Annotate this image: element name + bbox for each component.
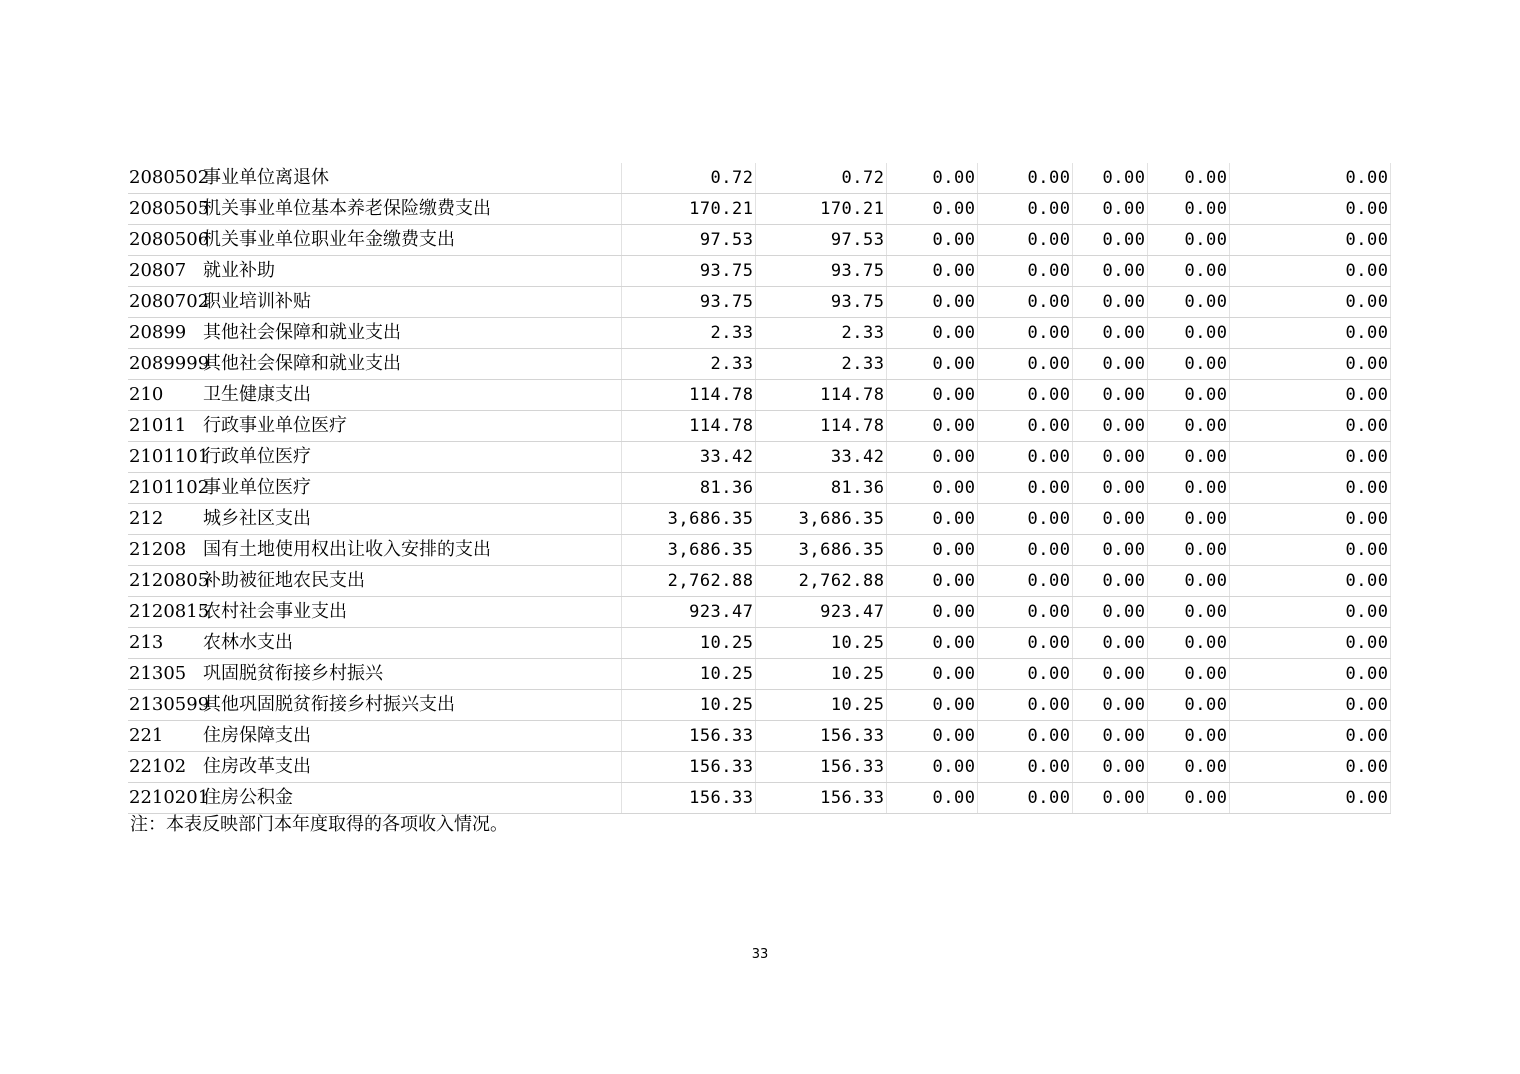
table-row [128,659,1390,690]
cell-code: 21011 [128,411,201,442]
cell-value-4: 0.00 [977,163,1072,194]
cell-value-1: 93.75 [621,256,755,287]
cell-value-5: 0.00 [1072,411,1147,442]
cell-value-2: 156.33 [755,783,886,814]
cell-value-5: 0.00 [1072,659,1147,690]
cell-value-1: 170.21 [621,194,755,225]
cell-code: 2120805 [128,566,201,597]
cell-name: 事业单位离退休 [201,163,621,194]
cell-code: 2080505 [128,194,201,225]
cell-code: 2080702 [128,287,201,318]
cell-value-6: 0.00 [1147,349,1229,380]
cell-value-4: 0.00 [977,628,1072,659]
cell-value-1: 93.75 [621,287,755,318]
cell-value-3: 0.00 [886,163,977,194]
cell-value-2: 93.75 [755,256,886,287]
cell-value-6: 0.00 [1147,318,1229,349]
cell-value-3: 0.00 [886,783,977,814]
table-row [128,783,1390,814]
cell-code: 2080502 [128,163,201,194]
cell-value-7: 0.00 [1229,256,1390,287]
cell-value-5: 0.00 [1072,194,1147,225]
table-row [128,473,1390,504]
cell-name: 城乡社区支出 [201,504,621,535]
cell-value-3: 0.00 [886,318,977,349]
cell-value-7: 0.00 [1229,690,1390,721]
table-row [128,411,1390,442]
cell-value-7: 0.00 [1229,194,1390,225]
cell-value-5: 0.00 [1072,721,1147,752]
cell-value-3: 0.00 [886,535,977,566]
cell-value-3: 0.00 [886,721,977,752]
cell-code: 2089999 [128,349,201,380]
table-row [128,349,1390,380]
cell-value-6: 0.00 [1147,442,1229,473]
cell-value-6: 0.00 [1147,752,1229,783]
cell-code: 213 [128,628,201,659]
cell-value-4: 0.00 [977,256,1072,287]
cell-name: 机关事业单位基本养老保险缴费支出 [201,194,621,225]
cell-value-4: 0.00 [977,287,1072,318]
cell-name: 住房改革支出 [201,752,621,783]
cell-value-4: 0.00 [977,690,1072,721]
cell-value-1: 923.47 [621,597,755,628]
table-row [128,690,1390,721]
cell-code: 2080506 [128,225,201,256]
cell-value-1: 3,686.35 [621,535,755,566]
cell-value-4: 0.00 [977,194,1072,225]
cell-value-3: 0.00 [886,597,977,628]
cell-value-4: 0.00 [977,721,1072,752]
cell-value-7: 0.00 [1229,473,1390,504]
cell-name: 其他社会保障和就业支出 [201,318,621,349]
cell-value-5: 0.00 [1072,690,1147,721]
cell-value-3: 0.00 [886,659,977,690]
cell-value-5: 0.00 [1072,752,1147,783]
cell-value-3: 0.00 [886,504,977,535]
cell-value-5: 0.00 [1072,318,1147,349]
table-body [128,163,1390,814]
cell-value-5: 0.00 [1072,535,1147,566]
cell-value-2: 923.47 [755,597,886,628]
cell-value-6: 0.00 [1147,256,1229,287]
cell-value-4: 0.00 [977,349,1072,380]
cell-value-1: 81.36 [621,473,755,504]
table-row [128,287,1390,318]
cell-name: 农林水支出 [201,628,621,659]
cell-code: 21208 [128,535,201,566]
table-row [128,380,1390,411]
cell-name: 住房公积金 [201,783,621,814]
cell-value-1: 3,686.35 [621,504,755,535]
cell-value-5: 0.00 [1072,566,1147,597]
cell-code: 212 [128,504,201,535]
cell-name: 机关事业单位职业年金缴费支出 [201,225,621,256]
cell-value-5: 0.00 [1072,287,1147,318]
cell-value-4: 0.00 [977,225,1072,256]
cell-value-6: 0.00 [1147,566,1229,597]
table-row [128,628,1390,659]
cell-code: 2101102 [128,473,201,504]
cell-value-1: 156.33 [621,721,755,752]
cell-value-6: 0.00 [1147,721,1229,752]
cell-value-1: 114.78 [621,380,755,411]
table-row [128,318,1390,349]
cell-value-7: 0.00 [1229,163,1390,194]
cell-value-5: 0.00 [1072,225,1147,256]
cell-name: 事业单位医疗 [201,473,621,504]
cell-value-4: 0.00 [977,442,1072,473]
table-row [128,566,1390,597]
cell-value-1: 97.53 [621,225,755,256]
cell-name: 其他巩固脱贫衔接乡村振兴支出 [201,690,621,721]
cell-name: 行政事业单位医疗 [201,411,621,442]
cell-value-7: 0.00 [1229,411,1390,442]
cell-value-2: 93.75 [755,287,886,318]
cell-value-7: 0.00 [1229,380,1390,411]
cell-value-2: 10.25 [755,628,886,659]
cell-value-1: 10.25 [621,690,755,721]
cell-value-2: 2,762.88 [755,566,886,597]
cell-value-3: 0.00 [886,287,977,318]
cell-value-1: 156.33 [621,783,755,814]
cell-name: 巩固脱贫衔接乡村振兴 [201,659,621,690]
cell-name: 补助被征地农民支出 [201,566,621,597]
cell-value-5: 0.00 [1072,473,1147,504]
cell-value-6: 0.00 [1147,659,1229,690]
cell-value-7: 0.00 [1229,659,1390,690]
cell-name: 国有土地使用权出让收入安排的支出 [201,535,621,566]
cell-code: 22102 [128,752,201,783]
cell-value-7: 0.00 [1229,287,1390,318]
cell-value-3: 0.00 [886,473,977,504]
cell-value-2: 114.78 [755,411,886,442]
cell-value-4: 0.00 [977,566,1072,597]
cell-value-3: 0.00 [886,349,977,380]
budget-table-container [128,163,1390,814]
table-row [128,752,1390,783]
page-number: 33 [751,947,769,962]
cell-value-7: 0.00 [1229,504,1390,535]
cell-value-6: 0.00 [1147,225,1229,256]
cell-value-4: 0.00 [977,752,1072,783]
cell-value-4: 0.00 [977,783,1072,814]
cell-code: 2130599 [128,690,201,721]
cell-value-7: 0.00 [1229,442,1390,473]
cell-value-6: 0.00 [1147,628,1229,659]
cell-value-2: 0.72 [755,163,886,194]
cell-value-4: 0.00 [977,318,1072,349]
cell-value-6: 0.00 [1147,163,1229,194]
cell-code: 2210201 [128,783,201,814]
cell-value-1: 156.33 [621,752,755,783]
cell-value-3: 0.00 [886,690,977,721]
cell-value-1: 2.33 [621,349,755,380]
cell-value-5: 0.00 [1072,380,1147,411]
cell-value-6: 0.00 [1147,504,1229,535]
cell-value-7: 0.00 [1229,349,1390,380]
cell-value-3: 0.00 [886,752,977,783]
cell-value-7: 0.00 [1229,721,1390,752]
cell-code: 2101101 [128,442,201,473]
cell-value-2: 97.53 [755,225,886,256]
cell-value-2: 33.42 [755,442,886,473]
cell-value-4: 0.00 [977,597,1072,628]
cell-value-6: 0.00 [1147,690,1229,721]
cell-value-4: 0.00 [977,504,1072,535]
budget-table [128,163,1391,814]
table-row [128,256,1390,287]
cell-value-2: 2.33 [755,318,886,349]
cell-value-3: 0.00 [886,256,977,287]
cell-value-3: 0.00 [886,442,977,473]
cell-value-1: 2,762.88 [621,566,755,597]
table-note: 注：本表反映部门本年度取得的各项收入情况。 [130,814,508,835]
cell-value-6: 0.00 [1147,597,1229,628]
cell-value-3: 0.00 [886,628,977,659]
table-row [128,535,1390,566]
cell-value-5: 0.00 [1072,783,1147,814]
cell-value-4: 0.00 [977,535,1072,566]
cell-value-1: 10.25 [621,628,755,659]
cell-value-1: 33.42 [621,442,755,473]
table-row [128,597,1390,628]
cell-value-2: 10.25 [755,659,886,690]
cell-name: 行政单位医疗 [201,442,621,473]
cell-name: 其他社会保障和就业支出 [201,349,621,380]
cell-name: 职业培训补贴 [201,287,621,318]
cell-value-5: 0.00 [1072,163,1147,194]
cell-value-2: 2.33 [755,349,886,380]
cell-value-7: 0.00 [1229,225,1390,256]
cell-value-7: 0.00 [1229,597,1390,628]
cell-value-1: 114.78 [621,411,755,442]
cell-value-7: 0.00 [1229,318,1390,349]
cell-value-7: 0.00 [1229,535,1390,566]
cell-code: 20899 [128,318,201,349]
table-row [128,225,1390,256]
table-row [128,504,1390,535]
cell-value-1: 0.72 [621,163,755,194]
cell-value-2: 156.33 [755,721,886,752]
cell-value-6: 0.00 [1147,535,1229,566]
cell-value-6: 0.00 [1147,783,1229,814]
cell-value-2: 81.36 [755,473,886,504]
cell-value-2: 3,686.35 [755,535,886,566]
cell-value-3: 0.00 [886,380,977,411]
cell-name: 住房保障支出 [201,721,621,752]
cell-value-7: 0.00 [1229,628,1390,659]
cell-value-3: 0.00 [886,225,977,256]
cell-value-7: 0.00 [1229,783,1390,814]
cell-value-2: 114.78 [755,380,886,411]
table-row [128,194,1390,225]
cell-value-6: 0.00 [1147,194,1229,225]
cell-value-6: 0.00 [1147,380,1229,411]
table-row [128,721,1390,752]
cell-value-5: 0.00 [1072,256,1147,287]
cell-code: 221 [128,721,201,752]
cell-value-4: 0.00 [977,659,1072,690]
cell-value-3: 0.00 [886,411,977,442]
cell-value-5: 0.00 [1072,349,1147,380]
cell-value-2: 156.33 [755,752,886,783]
cell-name: 农村社会事业支出 [201,597,621,628]
cell-code: 210 [128,380,201,411]
cell-value-7: 0.00 [1229,752,1390,783]
cell-value-5: 0.00 [1072,442,1147,473]
cell-value-1: 2.33 [621,318,755,349]
cell-name: 卫生健康支出 [201,380,621,411]
cell-value-5: 0.00 [1072,504,1147,535]
cell-value-1: 10.25 [621,659,755,690]
cell-value-5: 0.00 [1072,597,1147,628]
cell-value-6: 0.00 [1147,473,1229,504]
table-row [128,442,1390,473]
cell-value-4: 0.00 [977,473,1072,504]
cell-name: 就业补助 [201,256,621,287]
cell-value-3: 0.00 [886,194,977,225]
cell-value-4: 0.00 [977,411,1072,442]
cell-code: 2120815 [128,597,201,628]
cell-value-2: 10.25 [755,690,886,721]
cell-value-6: 0.00 [1147,287,1229,318]
cell-value-7: 0.00 [1229,566,1390,597]
cell-value-2: 170.21 [755,194,886,225]
cell-code: 20807 [128,256,201,287]
cell-value-5: 0.00 [1072,628,1147,659]
cell-value-4: 0.00 [977,380,1072,411]
cell-code: 21305 [128,659,201,690]
cell-value-2: 3,686.35 [755,504,886,535]
cell-value-3: 0.00 [886,566,977,597]
table-row [128,163,1390,194]
cell-value-6: 0.00 [1147,411,1229,442]
